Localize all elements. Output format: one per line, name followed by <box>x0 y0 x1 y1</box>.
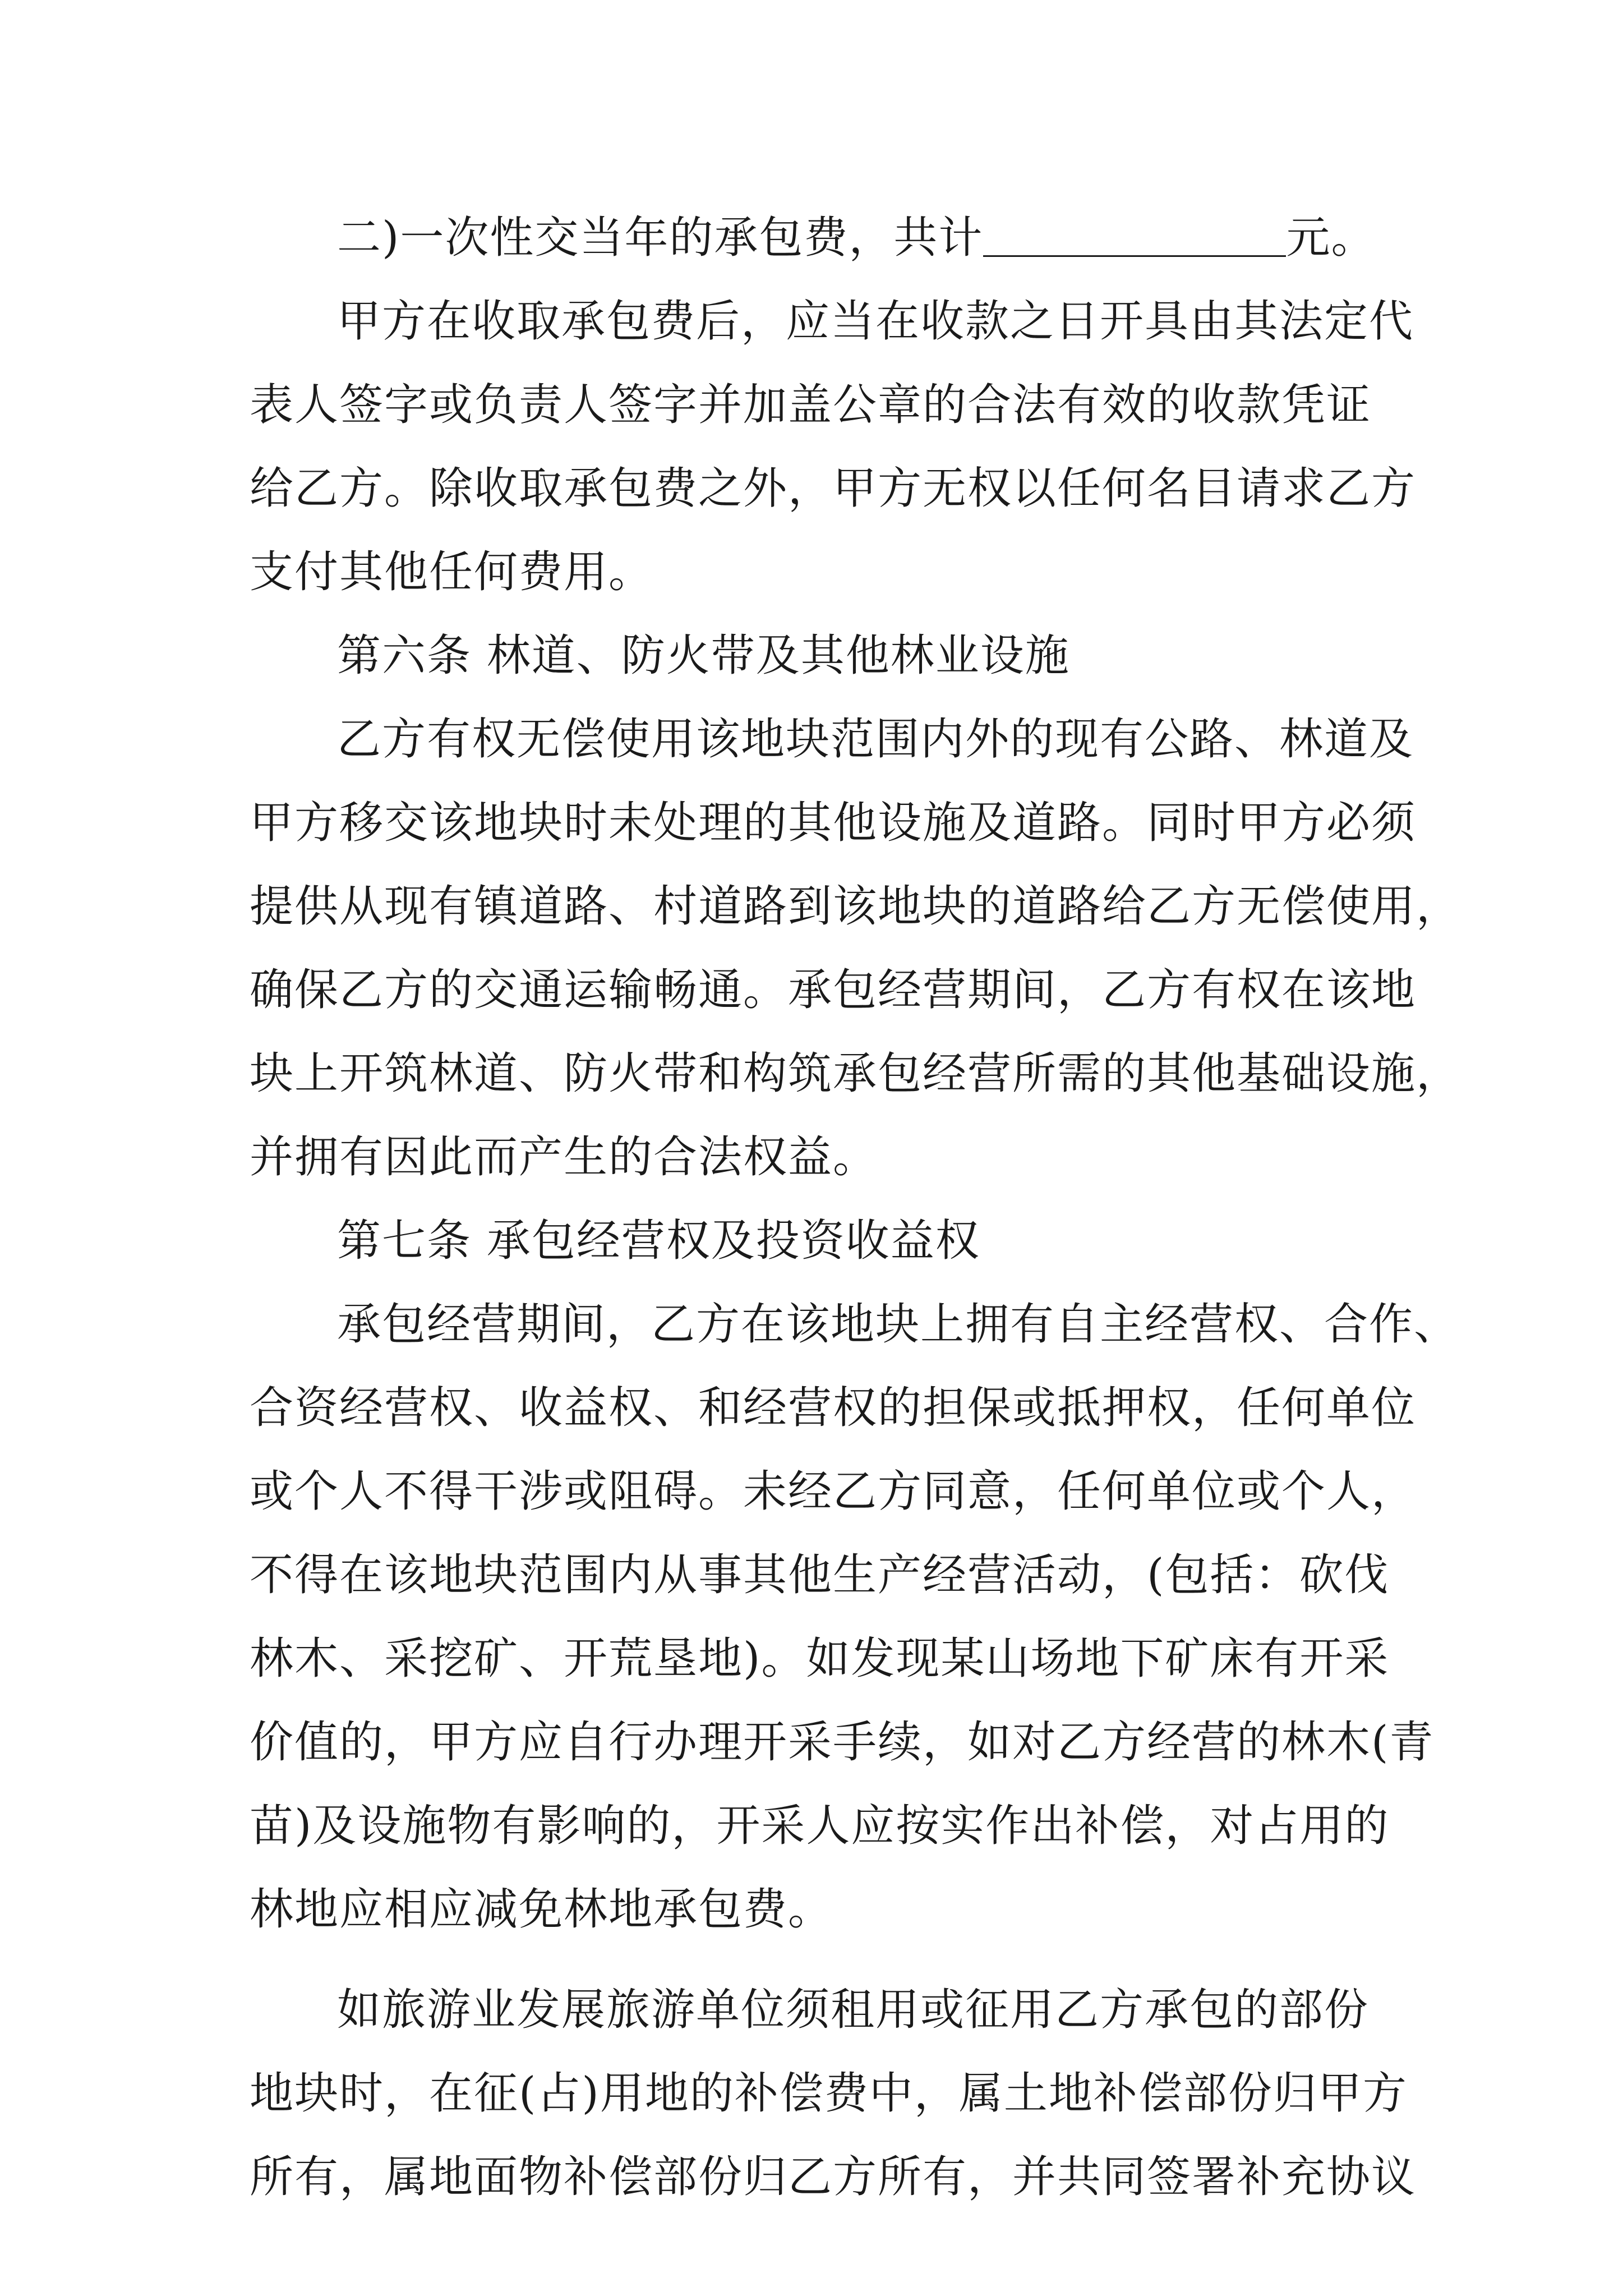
article-6-heading: 第六条 林道、防火带及其他林业设施 <box>337 631 1070 681</box>
roads-paragraph-line: 乙方有权无偿使用该地块范围内外的现有公路、林道及 <box>337 714 1414 765</box>
receipt-paragraph-line: 表人签字或负责人签字并加盖公章的合法有效的收款凭证 <box>250 380 1372 430</box>
receipt-paragraph-line: 支付其他任何费用。 <box>250 547 654 597</box>
payment-clause-line <box>250 196 1394 280</box>
rights-paragraph-line: 价值的，甲方应自行办理开采手续，如对乙方经营的林木(青 <box>250 1717 1435 1768</box>
roads-paragraph-line: 甲方移交该地块时未处理的其他设施及道路。同时甲方必须 <box>250 798 1417 848</box>
payment-clause-text: 二)一次性交当年的承包费，共计 <box>337 213 984 263</box>
rights-paragraph-line: 不得在该地块范围内从事其他生产经营活动，(包括：砍伐 <box>250 1550 1390 1600</box>
rights-paragraph-line: 承包经营期间，乙方在该地块上拥有自主经营权、合作、 <box>337 1299 1459 1350</box>
tourism-paragraph-line: 如旅游业发展旅游单位须租用或征用乙方承包的部份 <box>337 1985 1370 2035</box>
article-7-heading: 第七条 承包经营权及投资收益权 <box>337 1216 980 1266</box>
rights-paragraph-line: 林木、采挖矿、开荒垦地)。如发现某山场地下矿床有开采 <box>250 1634 1390 1684</box>
rights-paragraph-line: 林地应相应减免林地承包费。 <box>250 1884 833 1935</box>
payment-clause-unit: 元。 <box>1286 213 1376 263</box>
rights-paragraph-line: 合资经营权、收益权、和经营权的担保或抵押权，任何单位 <box>250 1383 1417 1433</box>
roads-paragraph-line: 确保乙方的交通运输畅通。承包经营期间，乙方有权在该地 <box>250 965 1417 1015</box>
roads-paragraph-line: 提供从现有镇道路、村道路到该地块的道路给乙方无偿使用， <box>250 881 1461 932</box>
rights-paragraph-line: 苗)及设施物有影响的，开采人应按实作出补偿，对占用的 <box>250 1801 1390 1851</box>
document-body <box>250 196 1461 2219</box>
rights-paragraph-line: 或个人不得干涉或阻碍。未经乙方同意，任何单位或个人， <box>250 1466 1417 1517</box>
roads-paragraph-line: 并拥有因此而产生的合法权益。 <box>250 1132 878 1182</box>
receipt-paragraph-line: 给乙方。除收取承包费之外，甲方无权以任何名目请求乙方 <box>250 463 1417 514</box>
roads-paragraph-line: 块上开筑林道、防火带和构筑承包经营所需的其他基础设施， <box>250 1048 1461 1099</box>
receipt-paragraph-line: 甲方在收取承包费后，应当在收款之日开具由其法定代 <box>337 296 1414 347</box>
tourism-paragraph-line: 地块时，在征(占)用地的补偿费中，属土地补偿部份归甲方 <box>250 2068 1408 2119</box>
amount-blank <box>983 210 1286 257</box>
tourism-paragraph-line: 所有，属地面物补偿部份归乙方所有，并共同签署补充协议 <box>250 2152 1417 2202</box>
